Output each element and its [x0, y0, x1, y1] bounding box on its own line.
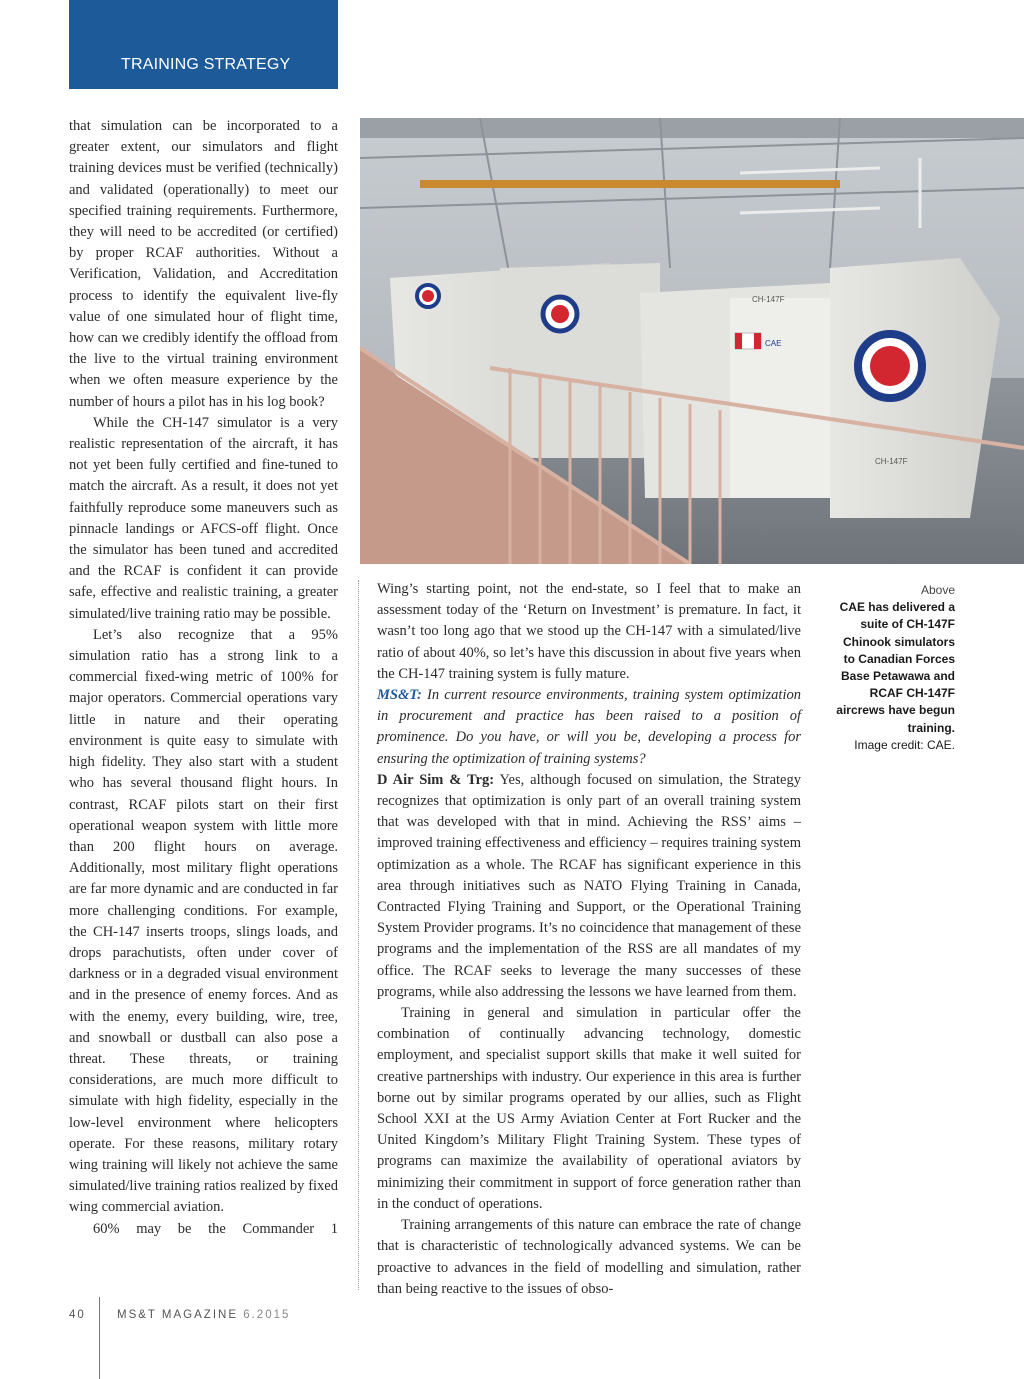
- question-label: MS&T:: [377, 687, 422, 704]
- sim-label-2: CH-147F: [875, 457, 908, 466]
- column-divider: [358, 580, 359, 1290]
- simulator-photo: [360, 118, 1024, 564]
- caption-credit: Image credit: CAE.: [854, 737, 955, 752]
- answer-text: Yes, although focused on simulation, the Strategy recognizes that optimization is only part of an overall training system that was developed with that in mind. Achieving the RSS’ aims – improved training effectiveness and efficiency – requires training system optimization as a whole. The RCAF has significant experience in this area through initiatives such as NATO Flying Training in Canada, Contracted Flying Training and Support, or the Operational Training System Provider programs. It’s no coincidence that management of these programs and the implementation of the RSS are all mandates of my office. The RCAF seeks to leverage the many successes of these programs, while also addressing the lessons we have learned from them.: [377, 771, 801, 1000]
- section-header-band: [69, 0, 338, 89]
- page-number: 40: [69, 1309, 86, 1321]
- footer-divider: [99, 1297, 100, 1379]
- photo-caption: [830, 582, 955, 754]
- caption-body: CAE has delivered a suite of CH-147F Chinook simulators to Canadian Forces Base Petawawa and RCAF CH-147F aircrews have begun training.: [836, 600, 955, 735]
- middle-column: [377, 579, 801, 1300]
- question-text: In current resource environments, training system optimization in procurement and practice has been raised to a position of prominence. Do you have, or will you be, developing a process for ensuring the optimization of training systems?: [377, 687, 801, 767]
- magazine-name: [117, 1309, 290, 1321]
- caption-label: Above: [920, 583, 955, 597]
- middle-paragraph-2: Training in general and simulation in particular offer the combination of continually advancing technology, domestic employment, and specialist support skills that make it well suited for creative partnerships with industry. Our experience in this area is further borne out by similar programs operated by our allies, such as Flight School XXI at the US Army Aviation Center at Fort Rucker and the United Kingdom’s Military Flight Training System. These types of programs can maximize the availability of operational aviators by minimizing their commitment in support of force generation rather than in the conduct of operations.: [377, 1005, 801, 1212]
- question-paragraph: [377, 685, 801, 770]
- answer-label: D Air Sim & Trg:: [377, 771, 495, 788]
- middle-paragraph-1: Wing’s starting point, not the end-state, so I feel that to make an assessment today of the ‘Return on Investment’ is premature. In fact, it wasn’t too long ago that we stood up the CH-147 with a simulated/live ratio of about 40%, so let’s have this discussion in about five years when the CH-147 training system is fully mature.: [377, 581, 801, 682]
- left-paragraph-2: While the CH-147 simulator is a very realistic representation of the aircraft, it has not yet been fully certified and fine-tuned to match the aircraft. As a result, it does not yet faithfully reproduce some maneuvers such as pinnacle landings or AFCS-off flight. Once the simulator has been tuned and accredited and the RCAF is confident it can provide safe, effective and realistic training, a greater simulated/live training ratio may be possible.: [69, 414, 338, 622]
- left-paragraph-3: Let’s also recognize that a 95% simulation ratio has a strong link to a commercial fixed-wing metric of 100% for major operators. Commercial operations vary little in nature and their operating environment is quite easy to simulate with high fidelity. They also start with a student who has several thousand flight hours. In contrast, RCAF pilots start on their first operational weapon system with little more than 200 flight hours on average. Additionally, most military flight operations are far more dynamic and are conducted in far more challenging conditions. For example, the CH-147 inserts troops, slings loads, and drops parachutists, often under cover of darkness or in a degraded visual environment and in the presence of enemy forces. And as with the enemy, every building, wire, tree, and snowball or dustball can also pose a threat. These threats, or training considerations, are much more difficult to simulate with high fidelity, especially in the low-level environment where helicopters operate. For these reasons, military rotary wing training will likely not achieve the same simulated/live training ratios realized by fixed wing commercial aviation.: [69, 626, 338, 1216]
- middle-paragraph-3: Training arrangements of this nature can embrace the rate of change that is characteristic of technologically advanced systems. We can be proactive to advances in the field of modelling and simulation, rather than being reactive to the issues of obso-: [377, 1217, 801, 1297]
- sim-sign: CAE: [765, 339, 782, 348]
- magazine-title: MS&T MAGAZINE: [117, 1309, 238, 1321]
- sim-label-1: CH-147F: [752, 295, 785, 304]
- answer-paragraph: [377, 770, 801, 1003]
- magazine-issue: 6.2015: [243, 1309, 291, 1321]
- left-paragraph-1: that simulation can be incorporated to a greater extent, our simulators and flight training devices must be verified (technically) and validated (operationally) to meet our specified training requirements. Furthermore, they will need to be accredited (or certified) by proper RCAF authorities. Without a Verification, Validation, and Accreditation process to identify the equivalent live-fly value of one simulated hour of flight time, how can we credibly identify the offload from the live to the virtual training environment when we often measure experience by the number of hours a pilot has in his log book?: [69, 118, 338, 410]
- left-paragraph-4: 60% may be the Commander 1: [93, 1220, 338, 1237]
- left-column: [69, 116, 338, 1240]
- section-title: TRAINING STRATEGY: [121, 56, 291, 73]
